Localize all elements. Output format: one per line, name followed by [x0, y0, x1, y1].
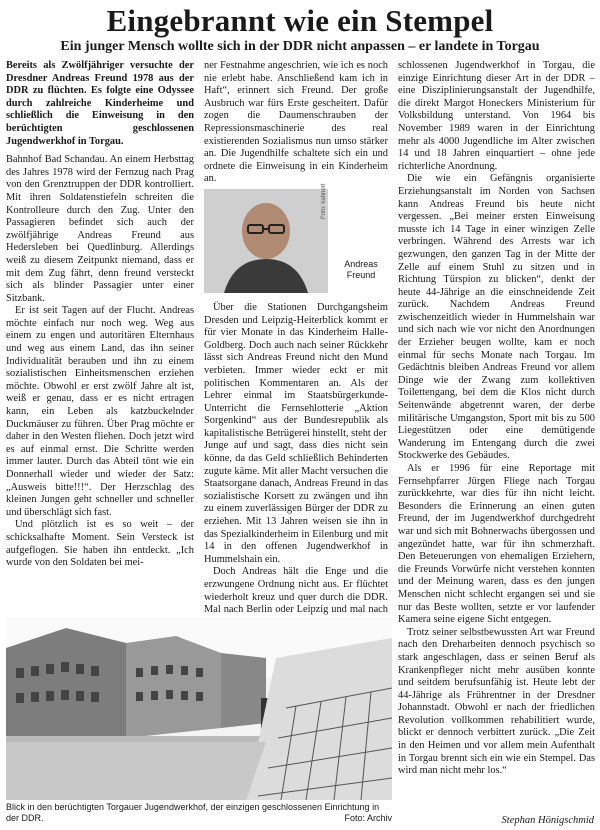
- building-courtyard-icon: [6, 618, 392, 800]
- body-paragraph: Trotz seiner selbstbewussten Art war Freund nach den Dreharbeiten dennoch psychisch so stark angeschlagen, dass er seinen Beruf als Krankenpfleger nicht mehr ausüben konnte und seitdem berufsunfähig ist. Heute lebt der 44-Jährige als Frührentner in der Dresdner Johannstadt. Obwohl er nach der friedlichen Revolution vollkommen rehabilitiert wurde, blickt er dennoch verbittert zurück. „Die Zeit in den Heimen und vor allem mein Aufenthalt in Torgau brennt sich ein wie ein Stempel. Das wird man nicht mehr los.“: [398, 626, 595, 777]
- photo-credit: Foto: Archiv: [344, 813, 392, 823]
- body-paragraph: Er ist seit Tagen auf der Flucht. Andreas möchte einfach nur noch weg. Weg aus einem zu engen und autoritären Elternhaus und weg aus einem Land, das ihn seiner Individualität berauben und ihn zu einem sozialistischen Einheitsmenschen erziehen möchte. Obwohl er erst zwölf Jahre alt ist, weiß er genau, dass er es nicht ertragen kann, ein Leben als katzbuckelnder Duckmäuser zu führen. Über Prag möchte er daher in den Westen fliehen. Doch jetzt wird es auf einmal ernst. Die Schritte werden immer lauter. Durch das Abteil tönt wie ein Donnerhall wieder und wieder der Satz: „Ausweis bitte!!!“. Der Herzschlag des kleinen Jungen geht schneller und schneller und überschlägt sich fast.: [6, 305, 194, 518]
- body-paragraph: schlossenen Jugendwerkhof in Torgau, die einzige Einrichtung dieser Art in der DDR – eine Disziplinierungsanstalt der Jugendhilfe, die direkt Margot Honeckers Ministerium für Volksbildung unterstand. Von 1964 bis November 1989 waren in der Einrichtung mehr als 4000 Jugendliche im Alter zwischen 14 und 18 Jahren einquartiert – ohne jede richterliche Anordnung.: [398, 60, 595, 172]
- headline: Eingebrannt wie ein Stempel: [106, 3, 494, 38]
- photo-caption: [6, 802, 392, 824]
- subheadline: Ein junger Mensch wollte sich in der DDR nicht anpassen – er landete in Torgau: [60, 39, 540, 54]
- column-1: [6, 60, 194, 570]
- body-paragraph: Und plötzlich ist es so weit – der schicksalhafte Moment. Sein Versteck ist aufgeflogen. Sie haben ihn entdeckt. „Ich wurde von den Soldaten bei mei-: [6, 519, 194, 569]
- portrait-caption: Andreas Freund: [344, 258, 378, 280]
- author-byline: Stephan Hönigschmid: [501, 815, 594, 826]
- body-paragraph: ner Festnahme angeschrien, wie ich es noch nie erlebt habe. Anschließend kam ich in Haft“, erinnert sich Freund. Der große Ausbruch war fürs Erste gescheitert. Dafür zogen die Daumenschrauben der Repressionsmaschinerie des real existierenden Sozialismus nun umso stärker an. Die Jugendhilfe schaltete sich ein und ordnete die Einweisung in ein Kinderheim an.: [204, 60, 388, 185]
- portrait-credit: Foto: kahnert: [321, 183, 327, 219]
- body-paragraph: Über die Stationen Durchgangsheim Dresden und Leipzig-Heiterblick kommt er für vier Monate in das Kinderheim Halle-Goldberg. Doch auch nach seiner Rückkehr lässt sich Andreas Freund nicht den Mund verbieten. Immer wieder eckt er mit politischen Kommentaren an. Als der Lehrer einmal im Staatsbürgerkunde-Unterricht die Fernsehlotterie „Aktion Sorgenkind“ aus der Bundesrepublik als kapitalistische Betrügerei hinstellt, steht der: [204, 301, 388, 439]
- body-paragraph: Als er 1996 für eine Reportage mit Fernsehpfarrer Jürgen Fliege nach Torgau zurückkehrte, war dies für ihn nicht leicht. Besonders die Erinnerung an einen guten Freund, der im Jugendwerkhof durchgedreht war und sich mit Bohnerwachs übergossen und angezündet hatte, war für ihn schmerzhaft. Den Beteuerungen von ehemaligen Erziehern, die Freunds Vorwürfe nicht verstehen konnten und der Meinung waren, dass es den jungen Menschen nicht schlecht ergangen sei und sie nur das Beste wollten, setzte er vor laufender Kamera seine eigene Sicht entgegen.: [398, 463, 595, 626]
- photo-caption-text: Blick in den berüchtigten Torgauer Jugendwerkhof, der einzigen geschlossenen Einrichtung in der DDR.: [6, 802, 380, 823]
- lead-paragraph: Bereits als Zwölfjähriger versuchte der Dresdner Andreas Freund 1978 aus der DDR zu flüchten. Es folgte eine Odyssee durch zahlreiche Kinderheime und schließlich die Einweisung in den berüchtigten geschlossenen Jugendwerkhof in Torgau.: [6, 60, 194, 147]
- body-paragraph: Bahnhof Bad Schandau. An einem Herbsttag des Jahres 1978 wird der Fernzug nach Prag von den Grenztruppen der DDR kontrolliert. Mit ihren Soldatenstiefeln schreiten die Kontrolleure durch den Zug. Unter den Passagieren befindet sich auch der zwölfjährige Andreas Freund aus Hedersleben bei Quedlinburg. Allerdings weiß zu diesem Zeitpunkt niemand, dass er mit dem Zug fährt, denn freund versteckt sich als blinder Passagier unter einer Sitzbank.: [6, 154, 194, 304]
- body-paragraph: Die wie ein Gefängnis organisierte Erziehungsanstalt im Norden von Sachsen kann Andreas Freund bis heute nicht vergessen. „Bei meiner ersten Einweisung musste ich 14 Tage in einer winzigen Zelle verbringen. Während des Arrests war ich gezwungen, den ganzen Tag in der Mitte der Zelle auf einem Stuhl zu sitzen und in Richtung Türspion zu blicken“, denkt der heute 44-Jährige an die einschneidende Zeit zurück. Nachdem Andreas Freund zwischenzeitlich wieder in Hummelshain war und sich nach wie vor nicht den Anordnungen der Erzieher beugen wollte, kam er noch einmal für sechs Monate nach Torgau. Im Gedächtnis bleiben Andreas Freund vor allem Dinge wie der Zwang zum kollektiven Toilettengang, bei dem die Klos nicht durch Seitenwände abgetrennt waren, der derbe militärische Umgangston, Sport mit bis zu 500 Liegestützen oder eine demütigende Wanderung im Entengang durch die zwei Stockwerke des Gebäudes.: [398, 173, 595, 462]
- column-2: [204, 60, 388, 680]
- column-3: [398, 60, 595, 778]
- portrait-figure-icon: [204, 189, 328, 293]
- body-paragraph: Doch Andreas hält die Enge und die erzwungene Ordnung nicht aus. Er flüchtet wiederholt kreuz und quer durch die DDR. Mal nach Berlin oder Leipzig und mal nach: [204, 566, 388, 616]
- portrait-photo: [204, 189, 328, 293]
- torgau-photo: [6, 618, 392, 800]
- body-paragraph: Junge auf und sagt, dass dies nicht sein könne, da das Geld schließlich Behinderten zugute käme. Mit aller Macht versuchen die Staatsorgane danach, Andreas Freund in das sozialistische Korsett zu zwängen und ihn zu einem zuverlässigen Bürger der DDR zu erziehen. Mit 13 Jahren weisen sie ihn in das Spezialkinderheim in Eilenburg und mit 14 in den offenen Jugendwerkhof in Hummelshain ein.: [204, 440, 388, 565]
- portrait-block: [204, 183, 388, 299]
